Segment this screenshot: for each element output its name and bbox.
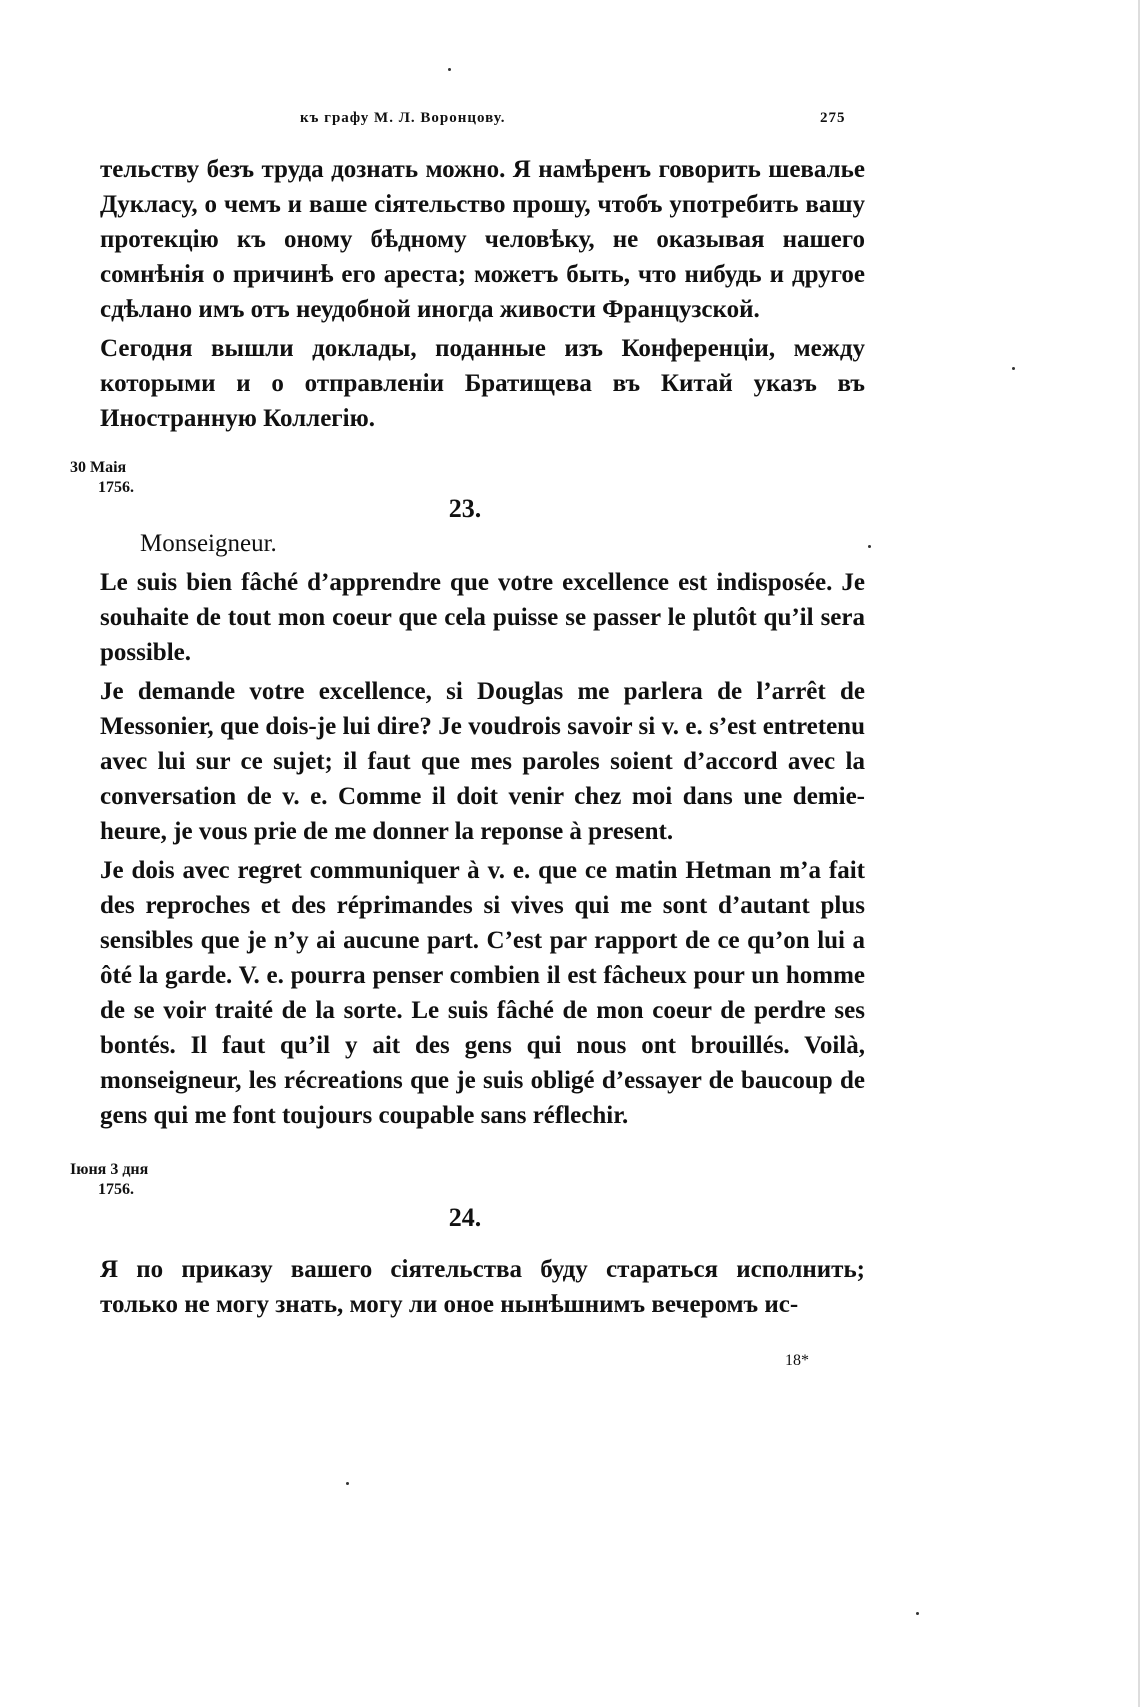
margin-date-may (70, 458, 134, 498)
running-title: къ графу М. Л. Воронцову. (300, 110, 506, 126)
text-block-intro (100, 152, 865, 436)
ink-speck (868, 545, 871, 548)
paragraph-indisposed: Le suis bien fâché d’apprendre que votre excellence est indisposée. Je souhaite de tout mon coeur que cela puisse se passer le plutôt qu’il sera possible. (100, 569, 865, 666)
signature-mark: 18* (785, 1352, 809, 1369)
margin-date-june (70, 1160, 148, 1200)
margin-date-day: Іюня 3 дня (70, 1161, 149, 1178)
ink-speck (916, 1612, 919, 1615)
paragraph-continuation: тельству безъ труда дознать можно. Я намѣренъ говорить шевалье Дукласу, о чемъ и ваше сіятельство прошу, чтобъ употребить вашу протекцію къ оному бѣдному человѣку, не оказывая нашего сомнѣнія о причинѣ его ареста; можетъ быть, что нибудь и другое сдѣлано имъ отъ неудобной иногда живости Французской. (100, 156, 865, 323)
paragraph-reports: Сегодня вышли доклады, поданные изъ Конференціи, между которыми и о отправленіи Братищева въ Китай указъ въ Иностранную Коллегію. (100, 335, 865, 432)
text-block-letter-24 (100, 1252, 865, 1322)
letter-number-24: 24. (448, 1203, 482, 1232)
ink-speck (346, 1482, 349, 1485)
margin-date-year: 1756. (98, 479, 134, 496)
page-number: 275 (820, 110, 846, 126)
letter-number-23: 23. (448, 494, 482, 523)
paragraph-douglas: Je demande votre excellence, si Douglas me parlera de l’arrêt de Messonier, que dois-je lui dire? Je voudrois savoir si v. e. s’est entretenu avec lui sur ce sujet; il faut que mes paroles soient d’accord avec la conversation de v. e. Comme il doit venir chez moi dans une demie-heure, je vous prie de me donner la reponse à present. (100, 678, 865, 845)
paragraph-order: Я по приказу вашего сіятельства буду стараться исполнить; только не могу знать, могу ли оное нынѣшнимъ вечеромъ ис- (100, 1256, 865, 1318)
ink-speck (1012, 367, 1015, 370)
paragraph-hetman: Je dois avec regret communiquer à v. e. que ce matin Hetman m’a fait des reproches et des réprimandes si vives qui me sont d’autant plus sensibles que je n’y ai aucune part. C’est par rapport de ce qu’on lui a ôté la garde. V. e. pourra penser combien il est fâcheux pour un homme de se voir traité de la sorte. Le suis fâché de mon coeur de perdre ses bontés. Il faut qu’il y ait des gens qui nous ont brouillés. Voilà, monseigneur, les récreations que je suis obligé d’essayer de baucoup de gens qui me font toujours coupable sans réflechir. (100, 857, 865, 1129)
margin-date-year: 1756. (98, 1181, 134, 1198)
margin-date-day: 30 Маія (70, 459, 127, 476)
salutation: Monseigneur. (140, 530, 277, 557)
ink-speck (448, 68, 451, 71)
text-block-letter-23 (100, 565, 865, 1133)
